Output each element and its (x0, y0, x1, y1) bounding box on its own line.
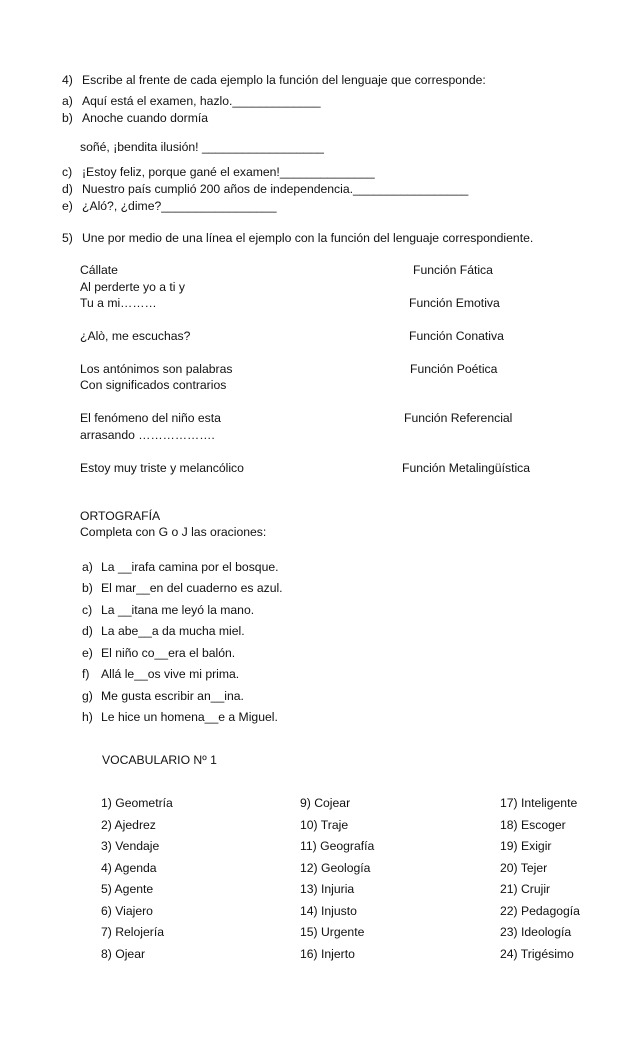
vocab-word: 16) Injerto (300, 947, 355, 961)
vocab-word: 2) Ajedrez (101, 818, 156, 832)
vocab-word: 1) Geometría (101, 796, 173, 810)
vocab-word: 19) Exigir (500, 839, 552, 853)
question-4-title: Escribe al frente de cada ejemplo la función del lenguaje que corresponde: (82, 73, 486, 87)
list-item-marker: a) (82, 560, 93, 574)
list-item: Anoche cuando dormía (82, 111, 209, 125)
list-item-marker: a) (62, 94, 73, 108)
list-item-marker: e) (62, 199, 73, 213)
list-item: Allá le__os vive mi prima. (101, 667, 240, 681)
vocab-word: 13) Injuria (300, 882, 355, 896)
list-item-marker: b) (62, 111, 73, 125)
example-text: arrasando ………………. (80, 428, 215, 442)
list-item: Le hice un homena__e a Miguel. (101, 710, 278, 724)
list-item-marker: h) (82, 710, 93, 724)
list-item-marker: b) (82, 581, 93, 595)
list-item-marker: f) (82, 667, 90, 681)
list-item: Nuestro país cumplió 200 años de independencia._________________ (82, 182, 469, 196)
question-5-title: Une por medio de una línea el ejemplo con la función del lenguaje correspondiente. (82, 231, 534, 245)
vocab-word: 23) Ideología (500, 925, 572, 939)
vocab-word: 22) Pedagogía (500, 904, 580, 918)
vocab-word: 6) Viajero (101, 904, 153, 918)
list-item: Aquí está el examen, hazlo._____________ (82, 94, 321, 108)
section-heading: ORTOGRAFÍA (80, 509, 161, 523)
example-text: ¿Alò, me escuchas? (80, 329, 191, 343)
list-item-marker: e) (82, 646, 93, 660)
vocab-word: 3) Vendaje (101, 839, 160, 853)
function-label: Función Referencial (404, 411, 513, 425)
list-item: El niño co__era el balón. (101, 646, 236, 660)
vocab-word: 17) Inteligente (500, 796, 578, 810)
question-5-marker: 5) (62, 231, 73, 245)
example-text: Cállate (80, 263, 118, 277)
function-label: Función Poética (410, 362, 498, 376)
vocab-word: 9) Cojear (300, 796, 351, 810)
question-4-marker: 4) (62, 73, 73, 87)
vocab-word: 12) Geología (300, 861, 371, 875)
vocab-word: 10) Traje (300, 818, 349, 832)
example-text: Los antónimos son palabras (80, 362, 233, 376)
list-item: La __itana me leyó la mano. (101, 603, 255, 617)
list-item-marker: d) (82, 624, 93, 638)
vocab-word: 5) Agente (101, 882, 154, 896)
example-text: Estoy muy triste y melancólico (80, 461, 244, 475)
list-item-marker: c) (62, 165, 73, 179)
vocab-word: 14) Injusto (300, 904, 357, 918)
function-label: Función Fática (413, 263, 493, 277)
vocab-word: 20) Tejer (500, 861, 548, 875)
list-item: La __irafa camina por el bosque. (101, 560, 279, 574)
list-item: El mar__en del cuaderno es azul. (101, 581, 283, 595)
example-text: El fenómeno del niño esta (80, 411, 221, 425)
vocab-word: 18) Escoger (500, 818, 566, 832)
example-text: Tu a mi……… (80, 296, 157, 310)
vocab-word: 24) Trigésimo (500, 947, 574, 961)
vocab-word: 4) Agenda (101, 861, 157, 875)
section-instruction: Completa con G o J las oraciones: (80, 525, 267, 539)
function-label: Función Conativa (409, 329, 504, 343)
list-item: ¿Aló?, ¿dime?_________________ (82, 199, 277, 213)
vocab-word: 15) Urgente (300, 925, 365, 939)
list-item: La abe__a da mucha miel. (101, 624, 245, 638)
list-item-marker: g) (82, 689, 93, 703)
list-item: ¡Estoy feliz, porque gané el examen!______________ (82, 165, 375, 179)
list-item-marker: d) (62, 182, 73, 196)
example-text: Al perderte yo a ti y (80, 280, 185, 294)
vocab-word: 8) Ojear (101, 947, 146, 961)
list-item-continuation: soñé, ¡bendita ilusión! __________________ (80, 140, 324, 154)
list-item-marker: c) (82, 603, 93, 617)
function-label: Función Emotiva (409, 296, 500, 310)
vocab-word: 7) Relojería (101, 925, 164, 939)
example-text: Con significados contrarios (80, 378, 227, 392)
function-label: Función Metalingüística (402, 461, 531, 475)
section-heading: VOCABULARIO Nº 1 (102, 753, 217, 767)
vocab-word: 11) Geografía (300, 839, 375, 853)
list-item: Me gusta escribir an__ina. (101, 689, 244, 703)
vocab-word: 21) Crujir (500, 882, 551, 896)
